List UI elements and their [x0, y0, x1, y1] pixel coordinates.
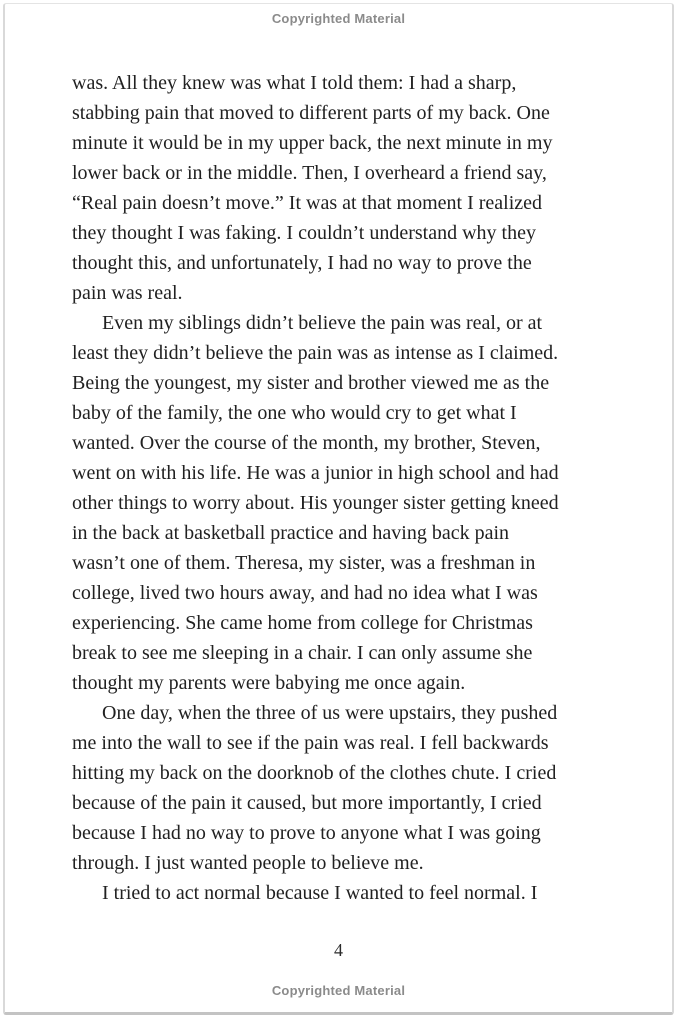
- text-line: in the back at basketball practice and having back pain: [72, 522, 510, 544]
- text-line: One day, when the three of us were upstairs, they pushed: [102, 702, 558, 724]
- text-line: baby of the family, the one who would cry to get what I: [72, 402, 517, 424]
- text-line: “Real pain doesn’t move.” It was at that moment I realized: [72, 192, 543, 214]
- text-line: because of the pain it caused, but more importantly, I cried: [72, 792, 542, 814]
- book-page: [3, 3, 674, 1015]
- copyright-notice-top: Copyrighted Material: [271, 11, 406, 26]
- text-line: experiencing. She came home from college for Christmas: [72, 612, 533, 634]
- text-line: least they didn’t believe the pain was as intense as I claimed.: [72, 342, 559, 364]
- text-line: was. All they knew was what I told them: I had a sharp,: [72, 72, 517, 94]
- text-line: pain was real.: [72, 282, 183, 304]
- text-line: through. I just wanted people to believe me.: [72, 852, 424, 874]
- text-line: me into the wall to see if the pain was real. I fell backwards: [72, 732, 549, 754]
- text-line: break to see me sleeping in a chair. I can only assume she: [72, 642, 533, 664]
- text-line: wanted. Over the course of the month, my brother, Steven,: [72, 432, 541, 454]
- text-line: I tried to act normal because I wanted to feel normal. I: [102, 882, 538, 904]
- text-line: college, lived two hours away, and had no idea what I was: [72, 582, 538, 604]
- text-line: other things to worry about. His younger sister getting kneed: [72, 492, 559, 514]
- text-line: because I had no way to prove to anyone what I was going: [72, 822, 541, 844]
- text-line: minute it would be in my upper back, the next minute in my: [72, 132, 553, 154]
- body-text: [72, 68, 622, 908]
- text-line: wasn’t one of them. Theresa, my sister, was a freshman in: [72, 552, 536, 574]
- text-line: hitting my back on the doorknob of the clothes chute. I cried: [72, 762, 557, 784]
- copyright-notice-bottom: Copyrighted Material: [271, 983, 406, 998]
- text-line: stabbing pain that moved to different parts of my back. One: [72, 102, 550, 124]
- text-line: thought my parents were babying me once again.: [72, 672, 466, 694]
- page-number: 4: [334, 940, 343, 960]
- text-line: went on with his life. He was a junior in high school and had: [72, 462, 559, 484]
- text-line: Even my siblings didn’t believe the pain was real, or at: [102, 312, 543, 334]
- text-line: Being the youngest, my sister and brother viewed me as the: [72, 372, 550, 394]
- text-line: thought this, and unfortunately, I had no way to prove the: [72, 252, 532, 274]
- text-line: they thought I was faking. I couldn’t understand why they: [72, 222, 536, 244]
- text-line: lower back or in the middle. Then, I overheard a friend say,: [72, 162, 547, 184]
